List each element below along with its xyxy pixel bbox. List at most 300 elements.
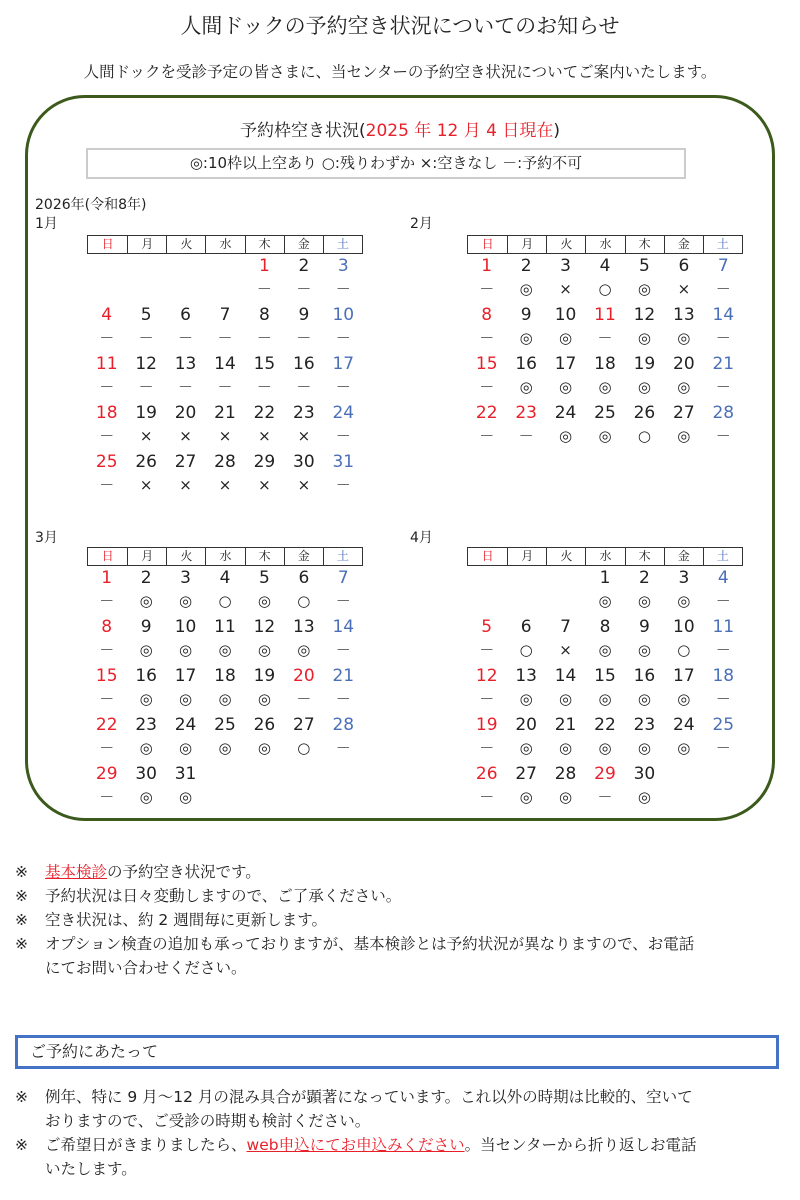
day-status: ◎ — [677, 739, 691, 757]
day-number: 1 — [481, 256, 493, 276]
day-number: 21 — [332, 666, 355, 686]
empty-cell — [664, 762, 703, 786]
weekday-1: 月 — [127, 236, 166, 253]
empty-cell — [126, 254, 165, 278]
empty-cell — [166, 254, 205, 278]
day-number: 25 — [214, 715, 236, 735]
day-number: 19 — [633, 354, 656, 374]
day-status: － — [99, 788, 115, 806]
empty-cell — [284, 786, 323, 811]
day-number: 15 — [253, 354, 276, 374]
day-status: － — [715, 378, 731, 396]
day-status: － — [335, 592, 351, 610]
day-status: ◎ — [519, 739, 533, 757]
day-status: － — [479, 641, 495, 659]
day-status: ◎ — [598, 641, 612, 659]
day-status: ◎ — [677, 690, 691, 708]
weekday-3: 水 — [205, 236, 244, 253]
week-status — [467, 639, 743, 664]
day-status: － — [479, 690, 495, 708]
day-number: 24 — [174, 715, 197, 735]
legend: ◎:10枠以上空あり ○:残りわずか ×:空きなし －:予約不可 — [86, 148, 686, 179]
calendar-mar — [87, 547, 363, 811]
day-status: ○ — [297, 592, 311, 610]
day-status: ◎ — [519, 788, 533, 806]
week-days — [87, 401, 363, 425]
day-status: ○ — [598, 280, 612, 298]
day-number: 28 — [214, 452, 236, 472]
day-number: 19 — [475, 715, 498, 735]
day-number: 29 — [95, 764, 118, 784]
day-status: × — [139, 427, 153, 445]
day-status: － — [479, 329, 495, 347]
week-days — [467, 664, 743, 688]
day-status: － — [715, 280, 731, 298]
day-number: 9 — [520, 305, 532, 325]
day-status: ◎ — [637, 739, 651, 757]
week-status — [87, 737, 363, 762]
day-status: × — [677, 280, 691, 298]
day-number: 10 — [673, 617, 695, 637]
day-number: 15 — [594, 666, 616, 686]
day-status: ○ — [677, 641, 691, 659]
day-number: 13 — [174, 354, 197, 374]
day-number: 12 — [253, 617, 276, 637]
day-status: － — [296, 329, 312, 347]
day-number: 6 — [678, 256, 690, 276]
week-days — [467, 762, 743, 786]
day-status: ◎ — [598, 739, 612, 757]
day-number: 22 — [95, 715, 118, 735]
day-status: － — [296, 378, 312, 396]
empty-cell — [284, 762, 323, 786]
day-number: 23 — [135, 715, 157, 735]
day-number: 30 — [633, 764, 656, 784]
day-status: × — [218, 427, 232, 445]
day-status: ◎ — [257, 641, 271, 659]
day-status: － — [715, 427, 731, 445]
week-status — [87, 278, 363, 303]
month-label-apr: 4月 — [410, 530, 433, 546]
day-status: ◎ — [519, 280, 533, 298]
day-status: － — [99, 739, 115, 757]
page-title: 人間ドックの予約空き状況についてのお知らせ — [180, 14, 620, 38]
day-status: － — [256, 329, 272, 347]
day-status: － — [99, 592, 115, 610]
day-status: ◎ — [519, 690, 533, 708]
calendar-apr — [467, 547, 743, 811]
day-status: － — [296, 690, 312, 708]
day-number: 15 — [95, 666, 118, 686]
day-status: － — [138, 378, 154, 396]
web-application-link[interactable]: web申込にてお申込みください — [246, 1136, 465, 1154]
weekday-6: 土 — [703, 548, 742, 565]
day-number: 17 — [174, 666, 197, 686]
weekday-2: 火 — [546, 548, 585, 565]
empty-cell — [205, 278, 244, 303]
weekday-4: 木 — [625, 236, 664, 253]
day-status: ◎ — [139, 592, 153, 610]
day-number: 27 — [293, 715, 315, 735]
day-number: 16 — [633, 666, 656, 686]
empty-cell — [324, 786, 363, 811]
day-number: 27 — [673, 403, 695, 423]
day-number: 2 — [639, 568, 650, 588]
day-number: 26 — [253, 715, 276, 735]
week-days — [87, 303, 363, 327]
day-status: － — [479, 739, 495, 757]
day-number: 3 — [560, 256, 571, 276]
week-days — [467, 401, 743, 425]
day-status: ◎ — [139, 641, 153, 659]
day-number: 23 — [515, 403, 537, 423]
day-number: 11 — [594, 305, 616, 325]
day-status: ○ — [637, 427, 651, 445]
day-number: 27 — [515, 764, 537, 784]
week-days — [87, 713, 363, 737]
empty-cell — [245, 786, 284, 811]
day-number: 28 — [712, 403, 735, 423]
reservation-note-2: ※ ご希望日がきまりましたら、web申込にてお申込みください。当センターから折り返しお電話 いたします。 — [15, 1136, 697, 1178]
day-status: ◎ — [677, 329, 691, 347]
weekday-0: 日 — [101, 237, 114, 251]
day-number: 20 — [174, 403, 197, 423]
day-number: 4 — [717, 568, 729, 588]
day-status: × — [218, 476, 232, 494]
day-number: 12 — [475, 666, 498, 686]
day-status: ◎ — [677, 427, 691, 445]
day-number: 19 — [135, 403, 157, 423]
day-status: ◎ — [598, 378, 612, 396]
day-status: － — [479, 788, 495, 806]
week-days — [87, 566, 363, 590]
day-number: 3 — [180, 568, 191, 588]
day-number: 24 — [332, 403, 355, 423]
day-status: ◎ — [218, 690, 232, 708]
day-status: － — [99, 641, 115, 659]
day-status: ◎ — [598, 690, 612, 708]
empty-cell — [324, 762, 363, 786]
day-number: 10 — [174, 617, 197, 637]
day-status: ◎ — [179, 592, 193, 610]
day-status: － — [99, 329, 115, 347]
day-number: 30 — [135, 764, 157, 784]
day-status: － — [99, 690, 115, 708]
day-number: 11 — [712, 617, 735, 637]
day-number: 30 — [293, 452, 315, 472]
empty-cell — [506, 566, 545, 590]
day-number: 25 — [594, 403, 616, 423]
basic-checkup-link[interactable]: 基本検診 — [45, 863, 108, 881]
day-number: 20 — [515, 715, 537, 735]
day-status: － — [217, 329, 233, 347]
week-days — [467, 303, 743, 327]
weekday-6: 土 — [323, 236, 362, 253]
day-status: － — [217, 378, 233, 396]
day-number: 1 — [599, 568, 611, 588]
weekday-5: 金 — [284, 548, 323, 565]
empty-cell — [664, 786, 703, 811]
empty-cell — [126, 278, 165, 303]
week-days — [87, 615, 363, 639]
day-number: 12 — [633, 305, 656, 325]
day-status: － — [597, 788, 613, 806]
status-title — [0, 116, 800, 141]
day-number: 18 — [712, 666, 735, 686]
day-number: 11 — [95, 354, 118, 374]
day-status: ◎ — [637, 592, 651, 610]
weekday-0: 日 — [481, 237, 494, 251]
day-number: 24 — [554, 403, 577, 423]
empty-cell — [205, 786, 244, 811]
day-status: ◎ — [257, 739, 271, 757]
day-status: ◎ — [218, 739, 232, 757]
day-status: － — [335, 280, 351, 298]
empty-cell — [506, 590, 545, 615]
day-status: － — [99, 378, 115, 396]
day-number: 14 — [554, 666, 577, 686]
day-number: 2 — [520, 256, 532, 276]
day-number: 12 — [135, 354, 157, 374]
day-number: 20 — [673, 354, 695, 374]
reservation-note-1: ※ 例年、特に 9 月～12 月の混み具合が顕著になっています。これ以外の時期は比較的、空いて おりますので、ご受診の時期も検討ください。 — [15, 1088, 693, 1130]
note-1: ※ 基本検診の予約空き状況です。 — [15, 863, 261, 881]
day-status: － — [479, 427, 495, 445]
day-status: ◎ — [637, 788, 651, 806]
week-status — [87, 590, 363, 615]
weekday-6: 土 — [323, 548, 362, 565]
week-status — [467, 786, 743, 811]
week-status — [467, 590, 743, 615]
day-status: ◎ — [139, 690, 153, 708]
week-days — [467, 352, 743, 376]
weekday-5: 金 — [664, 236, 703, 253]
day-number: 29 — [594, 764, 616, 784]
weekday-0: 日 — [101, 549, 114, 563]
day-number: 28 — [332, 715, 355, 735]
status-date: 2025 年 12 月 4 日現在 — [365, 121, 554, 141]
day-status: ◎ — [297, 641, 311, 659]
week-status — [467, 688, 743, 713]
day-number: 21 — [554, 715, 577, 735]
day-number: 18 — [95, 403, 118, 423]
day-number: 26 — [135, 452, 157, 472]
day-status: － — [256, 378, 272, 396]
empty-cell — [205, 762, 244, 786]
week-days — [467, 566, 743, 590]
calendar-feb — [467, 235, 743, 450]
day-number: 17 — [554, 354, 577, 374]
day-number: 16 — [293, 354, 315, 374]
day-status: － — [715, 690, 731, 708]
day-status: ◎ — [218, 641, 232, 659]
day-number: 9 — [639, 617, 650, 637]
day-status: × — [139, 476, 153, 494]
day-number: 8 — [259, 305, 270, 325]
day-status: × — [258, 476, 271, 494]
day-status: ◎ — [559, 427, 573, 445]
day-number: 21 — [214, 403, 236, 423]
weekday-2: 火 — [166, 236, 205, 253]
weekday-2: 火 — [546, 236, 585, 253]
weekday-6: 土 — [703, 236, 742, 253]
day-status: × — [297, 427, 311, 445]
day-number: 2 — [298, 256, 310, 276]
day-number: 14 — [332, 617, 355, 637]
weekday-4: 木 — [245, 236, 284, 253]
day-number: 19 — [253, 666, 276, 686]
day-status: ◎ — [637, 378, 651, 396]
week-status — [87, 639, 363, 664]
day-number: 22 — [594, 715, 616, 735]
day-status: － — [99, 427, 115, 445]
day-number: 25 — [712, 715, 735, 735]
day-status: × — [559, 280, 572, 298]
day-number: 29 — [253, 452, 276, 472]
day-number: 27 — [174, 452, 197, 472]
day-number: 14 — [214, 354, 236, 374]
day-status: ◎ — [559, 788, 573, 806]
day-number: 21 — [712, 354, 735, 374]
weekday-3: 水 — [205, 548, 244, 565]
day-status: － — [479, 378, 495, 396]
day-status: ◎ — [559, 690, 573, 708]
week-days — [87, 762, 363, 786]
day-number: 15 — [475, 354, 498, 374]
weekday-0: 日 — [481, 549, 494, 563]
week-status — [87, 425, 363, 450]
day-number: 5 — [639, 256, 650, 276]
day-number: 31 — [332, 452, 355, 472]
day-status: － — [518, 427, 534, 445]
day-status: ◎ — [257, 690, 271, 708]
weekday-1: 月 — [507, 236, 546, 253]
day-status: － — [256, 280, 272, 298]
day-status: － — [335, 739, 351, 757]
day-status: ◎ — [139, 739, 153, 757]
week-status — [467, 327, 743, 352]
day-number: 22 — [253, 403, 276, 423]
day-status: ◎ — [677, 592, 691, 610]
day-number: 13 — [515, 666, 537, 686]
week-days — [87, 352, 363, 376]
week-status — [87, 786, 363, 811]
day-status: － — [479, 280, 495, 298]
day-number: 8 — [481, 305, 493, 325]
calendar-jan — [87, 235, 363, 499]
week-status — [467, 737, 743, 762]
status-title-prefix: 予約枠空き状況( — [239, 121, 366, 141]
day-number: 7 — [560, 617, 571, 637]
day-number: 20 — [293, 666, 315, 686]
day-status: ◎ — [559, 378, 573, 396]
day-number: 5 — [481, 617, 493, 637]
day-status: ◎ — [179, 690, 193, 708]
day-number: 1 — [101, 568, 113, 588]
day-number: 23 — [293, 403, 315, 423]
empty-cell — [467, 566, 506, 590]
day-status: ◎ — [677, 378, 691, 396]
day-status: － — [99, 476, 115, 494]
day-status: － — [715, 592, 731, 610]
week-days — [467, 615, 743, 639]
day-number: 23 — [633, 715, 656, 735]
day-status: － — [335, 641, 351, 659]
note-3: ※ 空き状況は、約 2 週間毎に更新します。 — [15, 911, 327, 929]
year-label: 2026年(令和8年) — [35, 197, 147, 213]
day-status: ◎ — [637, 641, 651, 659]
day-status: － — [715, 329, 731, 347]
weekday-1: 月 — [507, 548, 546, 565]
week-days — [87, 664, 363, 688]
empty-cell — [87, 278, 126, 303]
day-number: 4 — [219, 568, 231, 588]
day-status: ○ — [519, 641, 533, 659]
day-number: 26 — [475, 764, 498, 784]
day-status: ◎ — [179, 641, 193, 659]
weekday-1: 月 — [127, 548, 166, 565]
week-status — [87, 327, 363, 352]
day-number: 10 — [332, 305, 355, 325]
day-number: 17 — [673, 666, 695, 686]
day-number: 5 — [140, 305, 152, 325]
week-days — [87, 254, 363, 278]
day-number: 5 — [259, 568, 270, 588]
week-days — [467, 713, 743, 737]
day-status: ◎ — [637, 329, 651, 347]
weekday-2: 火 — [166, 548, 205, 565]
day-status: ◎ — [257, 592, 271, 610]
month-label-mar: 3月 — [35, 530, 58, 546]
day-number: 10 — [554, 305, 577, 325]
day-number: 4 — [101, 305, 113, 325]
week-status — [467, 376, 743, 401]
day-status: － — [335, 378, 351, 396]
week-days — [467, 254, 743, 278]
weekday-4: 木 — [625, 548, 664, 565]
day-status: ○ — [218, 592, 232, 610]
day-number: 6 — [520, 617, 532, 637]
weekday-header — [467, 547, 743, 566]
day-number: 22 — [475, 403, 498, 423]
weekday-header — [467, 235, 743, 254]
day-status: ◎ — [179, 739, 193, 757]
day-number: 13 — [673, 305, 695, 325]
day-status: ◎ — [598, 427, 612, 445]
week-status — [467, 278, 743, 303]
day-status: ◎ — [519, 378, 533, 396]
empty-cell — [245, 762, 284, 786]
day-status: － — [715, 641, 731, 659]
day-number: 18 — [214, 666, 236, 686]
week-status — [467, 425, 743, 450]
day-number: 8 — [599, 617, 611, 637]
weekday-header — [87, 235, 363, 254]
weekday-header — [87, 547, 363, 566]
day-number: 3 — [337, 256, 349, 276]
empty-cell — [546, 566, 585, 590]
week-status — [87, 376, 363, 401]
day-number: 1 — [259, 256, 270, 276]
weekday-3: 水 — [585, 548, 624, 565]
day-status: ◎ — [179, 788, 193, 806]
empty-cell — [166, 278, 205, 303]
status-title-suffix: ) — [553, 121, 560, 141]
day-number: 16 — [135, 666, 157, 686]
weekday-5: 金 — [284, 236, 323, 253]
day-number: 31 — [174, 764, 197, 784]
day-status: × — [179, 476, 192, 494]
